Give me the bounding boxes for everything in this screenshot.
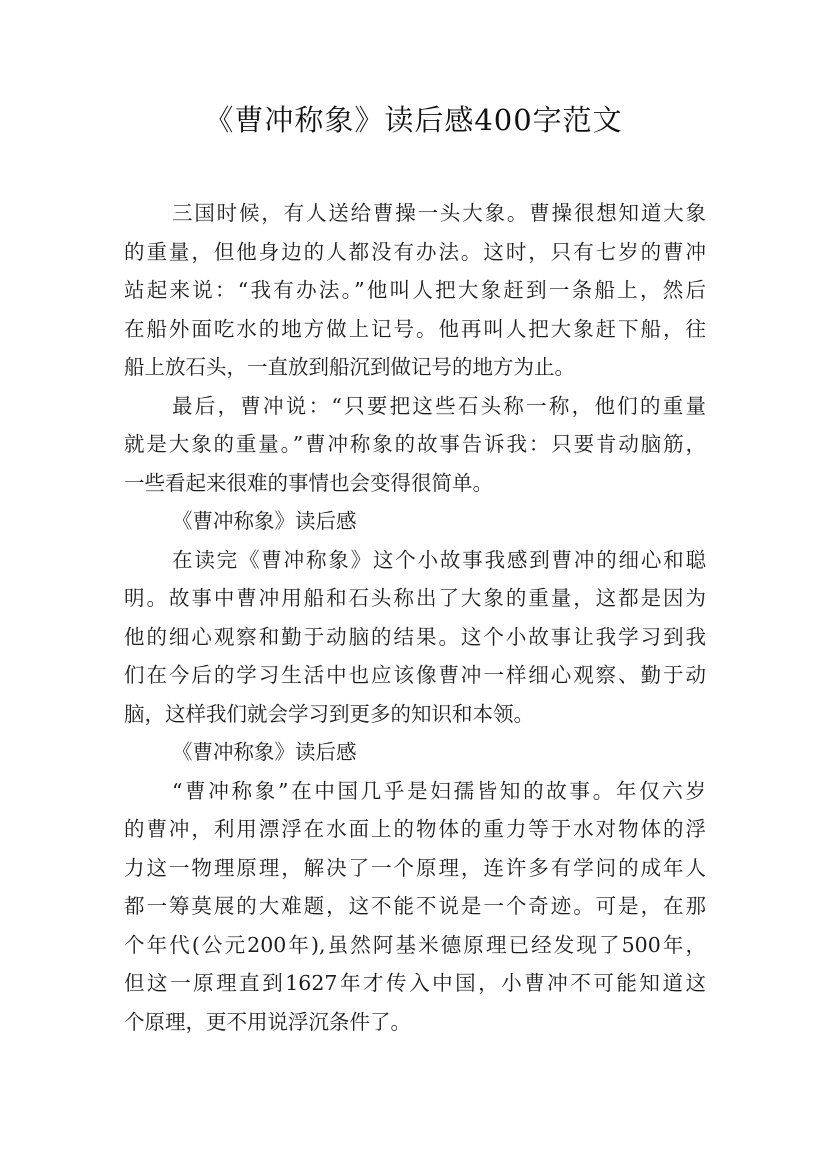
paragraph-4-line-1: “曹冲称象”在中国几乎是妇孺皆知的故事。年仅六岁 — [172, 778, 706, 803]
paragraph-2-line-2: 就是大象的重量。”曹冲称象的故事告诉我：只要肯动脑筋， — [124, 432, 706, 456]
paragraph-1-line-3: 站起来说：“我有办法。”他叫人把大象赶到一条船上，然后 — [124, 278, 706, 302]
paragraph-3-line-3: 他的细心观察和勤于动脑的结果。这个小故事让我学习到我 — [124, 624, 706, 649]
section-heading-2: 《曹冲称象》读后感 — [172, 740, 357, 764]
paragraph-2-line-3: 一些看起来很难的事情也会变得很简单。 — [124, 470, 493, 495]
paragraph-4-line-2: 的曹冲，利用漂浮在水面上的物体的重力等于水对物体的浮 — [124, 817, 706, 841]
paragraph-2-line-1: 最后，曹冲说：“只要把这些石头称一称，他们的重量 — [172, 393, 706, 418]
paragraph-1-line-5: 船上放石头，一直放到船沉到做记号的地方为止。 — [124, 355, 575, 379]
paragraph-4-line-3: 力这一物理原理，解决了一个原理，连许多有学问的成年人 — [124, 855, 706, 880]
paragraph-1-line-4: 在船外面吃水的地方做上记号。他再叫人把大象赶下船，往 — [124, 316, 706, 341]
document-body — [124, 194, 706, 1041]
paragraph-3-line-5: 脑，这样我们就会学习到更多的知识和本领。 — [124, 701, 534, 726]
paragraph-3-line-4: 们在今后的学习生活中也应该像曹冲一样细心观察、勤于动 — [124, 663, 706, 687]
section-heading-1: 《曹冲称象》读后感 — [172, 509, 357, 533]
paragraph-4-line-6: 但这一原理直到1627年才传入中国，小曹冲不可能知道这 — [124, 971, 706, 995]
paragraph-1-line-2: 的重量，但他身边的人都没有办法。这时，只有七岁的曹冲 — [124, 239, 706, 264]
paragraph-4-line-7: 个原理，更不用说浮沉条件了。 — [124, 1009, 411, 1034]
paragraph-3-line-2: 明。故事中曹冲用船和石头称出了大象的重量，这都是因为 — [124, 586, 706, 610]
paragraph-4-line-5: 个年代(公元200年),虽然阿基米德原理已经发现了500年， — [124, 932, 706, 957]
paragraph-4-line-4: 都一筹莫展的大难题，这不能不说是一个奇迹。可是，在那 — [124, 894, 706, 918]
paragraph-3-line-1: 在读完《曹冲称象》这个小故事我感到曹冲的细心和聪 — [172, 547, 706, 572]
document-title: 《曹冲称象》读后感400字范文 — [204, 103, 623, 137]
paragraph-1-line-1: 三国时候，有人送给曹操一头大象。曹操很想知道大象 — [172, 201, 706, 225]
